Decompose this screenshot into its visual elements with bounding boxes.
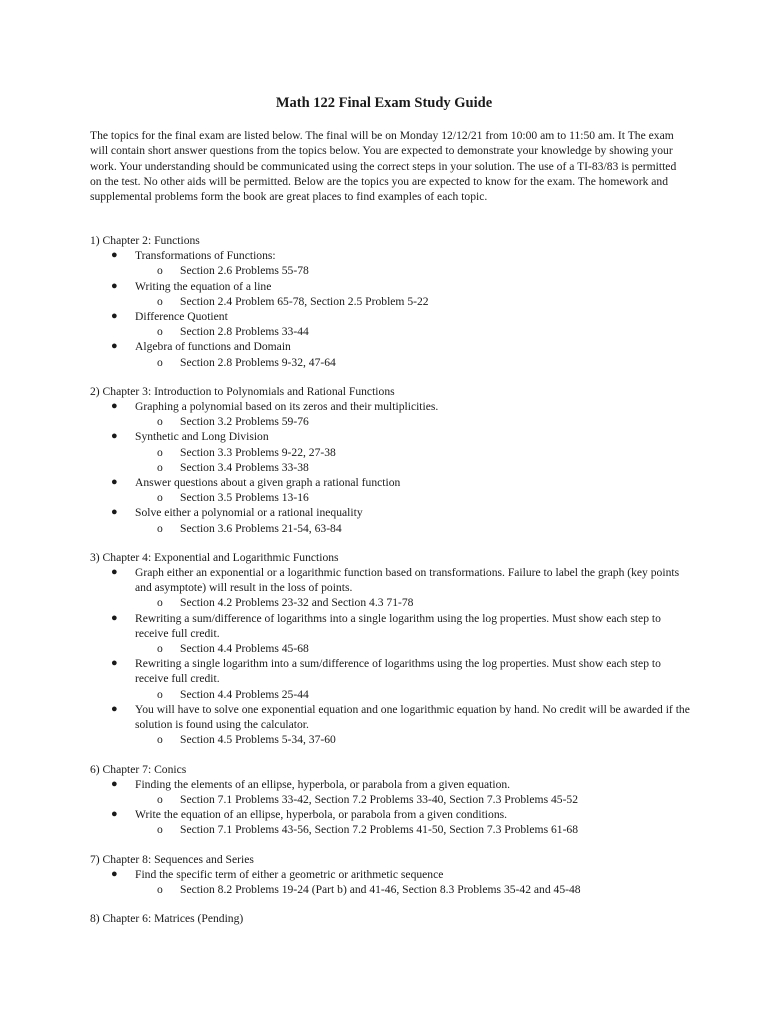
bullet-icon: ● (111, 400, 118, 413)
reference-list (135, 882, 690, 897)
sub-bullet-icon: o (157, 294, 163, 308)
bullet-icon: ● (111, 808, 118, 821)
bullet-icon: ● (111, 566, 118, 579)
chapter-heading: 2) Chapter 3: Introduction to Polynomials and Rational Functions (90, 384, 395, 398)
problem-reference (90, 792, 690, 807)
chapter-heading: 1) Chapter 2: Functions (90, 234, 200, 247)
topic-item (90, 309, 690, 339)
problem-reference (90, 882, 690, 897)
reference-text: Section 8.2 Problems 19-24 (Part b) and 41-46, Section 8.3 Problems 35-42 and 45-48 (180, 882, 581, 896)
reference-list (135, 294, 690, 309)
bullet-icon: ● (111, 310, 118, 323)
reference-list (135, 822, 690, 837)
reference-text: Section 3.6 Problems 21-54, 63-84 (180, 521, 342, 535)
topic-item (90, 505, 690, 535)
topic-item (90, 777, 690, 807)
reference-text: Section 7.1 Problems 33-42, Section 7.2 Problems 33-40, Section 7.3 Problems 45-52 (180, 792, 579, 806)
reference-list (135, 324, 690, 339)
problem-reference (90, 687, 690, 702)
reference-list (135, 490, 690, 505)
reference-list (135, 414, 690, 429)
topic-text: Difference Quotient (135, 310, 228, 324)
topic-text: Rewriting a single logarithm into a sum/difference of logarithms using the log properties. Must show each step to receive full credit. (135, 657, 661, 686)
chapter-section (90, 762, 690, 838)
sub-bullet-icon: o (157, 733, 163, 747)
reference-text: Section 7.1 Problems 43-56, Section 7.2 Problems 41-50, Section 7.3 Problems 61-68 (180, 823, 579, 837)
topic-item (90, 279, 690, 309)
topic-item (90, 867, 690, 897)
topic-list (90, 867, 690, 897)
bullet-icon: ● (111, 702, 118, 715)
topic-item (90, 429, 690, 475)
bullet-icon: ● (111, 249, 118, 262)
sub-bullet-icon: o (157, 687, 163, 701)
sub-bullet-icon: o (157, 792, 163, 806)
page-title: Math 122 Final Exam Study Guide (275, 95, 493, 111)
reference-text: Section 4.4 Problems 45-68 (180, 642, 309, 656)
reference-list (135, 732, 690, 747)
bullet-icon: ● (111, 867, 118, 880)
reference-text: Section 3.2 Problems 59-76 (180, 415, 309, 429)
reference-list (135, 521, 690, 536)
chapter-heading: 6) Chapter 7: Conics (90, 762, 187, 776)
reference-list (135, 263, 690, 278)
topic-list (90, 565, 690, 747)
reference-text: Section 4.4 Problems 25-44 (180, 687, 309, 701)
reference-text: Section 4.5 Problems 5-34, 37-60 (180, 733, 336, 747)
topic-text: Writing the equation of a line (135, 279, 272, 293)
problem-reference (90, 641, 690, 656)
sub-bullet-icon: o (157, 596, 163, 610)
chapter-heading: 3) Chapter 4: Exponential and Logarithmic Functions (90, 550, 339, 564)
reference-list (135, 355, 690, 370)
reference-text: Section 2.8 Problems 9-32, 47-64 (180, 355, 336, 369)
chapter-heading: 7) Chapter 8: Sequences and Series (90, 852, 254, 866)
reference-list (135, 687, 690, 702)
sub-bullet-icon: o (157, 642, 163, 656)
topic-item (90, 565, 690, 611)
topic-text: Transformations of Functions: (135, 249, 276, 263)
reference-text: Section 2.6 Problems 55-78 (180, 264, 309, 278)
problem-reference (90, 263, 690, 278)
sub-bullet-icon: o (157, 882, 163, 896)
reference-text: Section 3.3 Problems 9-22, 27-38 (180, 445, 336, 459)
topic-item (90, 807, 690, 837)
sub-bullet-icon: o (157, 491, 163, 505)
reference-list (135, 445, 690, 475)
bullet-icon: ● (111, 506, 118, 519)
reference-text: Section 3.5 Problems 13-16 (180, 491, 309, 505)
chapter-section (90, 384, 690, 536)
topic-text: Finding the elements of an ellipse, hyperbola, or parabola from a given equation. (135, 777, 511, 791)
problem-reference (90, 414, 690, 429)
sub-bullet-icon: o (157, 460, 163, 474)
reference-text: Section 4.2 Problems 23-32 and Section 4.3 71-78 (180, 596, 414, 610)
sub-bullet-icon: o (157, 264, 163, 278)
bullet-icon: ● (111, 657, 118, 670)
reference-text: Section 3.4 Problems 33-38 (180, 460, 309, 474)
reference-list (135, 641, 690, 656)
topic-text: Find the specific term of either a geometric or arithmetic sequence (135, 867, 444, 881)
reference-text: Section 2.4 Problem 65-78, Section 2.5 Problem 5-22 (180, 294, 429, 308)
topic-text: Rewriting a sum/difference of logarithms into a single logarithm using the log properties. Must show each step to receive full credit. (135, 611, 661, 640)
topic-text: Solve either a polynomial or a rational inequality (135, 506, 363, 520)
sub-bullet-icon: o (157, 445, 163, 459)
reference-list (135, 595, 690, 610)
chapter-section (90, 911, 690, 926)
sub-bullet-icon: o (157, 325, 163, 339)
problem-reference (90, 490, 690, 505)
chapter-list (90, 233, 690, 940)
bullet-icon: ● (111, 611, 118, 624)
topic-text: Write the equation of an ellipse, hyperbola, or parabola from a given conditions. (135, 808, 508, 822)
sub-bullet-icon: o (157, 823, 163, 837)
topic-text: Graph either an exponential or a logarithmic function based on transformations. Failure to label the graph (key points and asymptote) will result in the loss of points. (135, 566, 680, 595)
problem-reference (90, 324, 690, 339)
topic-item (90, 248, 690, 278)
sub-bullet-icon: o (157, 521, 163, 535)
topic-text: Synthetic and Long Division (135, 430, 269, 444)
topic-item (90, 475, 690, 505)
topic-text: Algebra of functions and Domain (135, 340, 291, 354)
problem-reference (90, 445, 690, 460)
sub-bullet-icon: o (157, 415, 163, 429)
chapter-section (90, 233, 690, 370)
topic-item (90, 656, 690, 702)
problem-reference (90, 822, 690, 837)
intro-paragraph: The topics for the final exam are listed below. The final will be on Monday 12/12/21 from 10:00 am to 11:50 am. It The exam will contain short answer questions from the topics below. You are expected to demonstrate your knowledge by showing your work. Your understanding should be communicated using the correct steps in your solution. The use of a TI-83/83 is permitted on the test. No other aids will be permitted. Below are the topics you are expected to know for the exam. The homework and supplemental problems form the book are great places to find examples of each topic. (90, 129, 677, 204)
reference-list (135, 792, 690, 807)
bullet-icon: ● (111, 476, 118, 489)
topic-item (90, 339, 690, 369)
bullet-icon: ● (111, 777, 118, 790)
problem-reference (90, 595, 690, 610)
topic-list (90, 248, 690, 370)
topic-list (90, 777, 690, 838)
problem-reference (90, 355, 690, 370)
topic-item (90, 702, 690, 748)
problem-reference (90, 732, 690, 747)
topic-item (90, 611, 690, 657)
reference-text: Section 2.8 Problems 33-44 (180, 325, 309, 339)
chapter-heading: 8) Chapter 6: Matrices (Pending) (90, 912, 244, 926)
bullet-icon: ● (111, 279, 118, 292)
chapter-section (90, 550, 690, 748)
topic-text: Graphing a polynomial based on its zeros and their multiplicities. (135, 400, 439, 414)
bullet-icon: ● (111, 430, 118, 443)
problem-reference (90, 294, 690, 309)
topic-item (90, 399, 690, 429)
chapter-section (90, 852, 690, 898)
topic-text: You will have to solve one exponential equation and one logarithmic equation by hand. No credit will be awarded if the solution is found using the calculator. (135, 702, 690, 732)
problem-reference (90, 460, 690, 475)
sub-bullet-icon: o (157, 355, 163, 369)
topic-text: Answer questions about a given graph a rational function (135, 476, 401, 490)
topic-list (90, 399, 690, 536)
problem-reference (90, 521, 690, 536)
bullet-icon: ● (111, 340, 118, 353)
